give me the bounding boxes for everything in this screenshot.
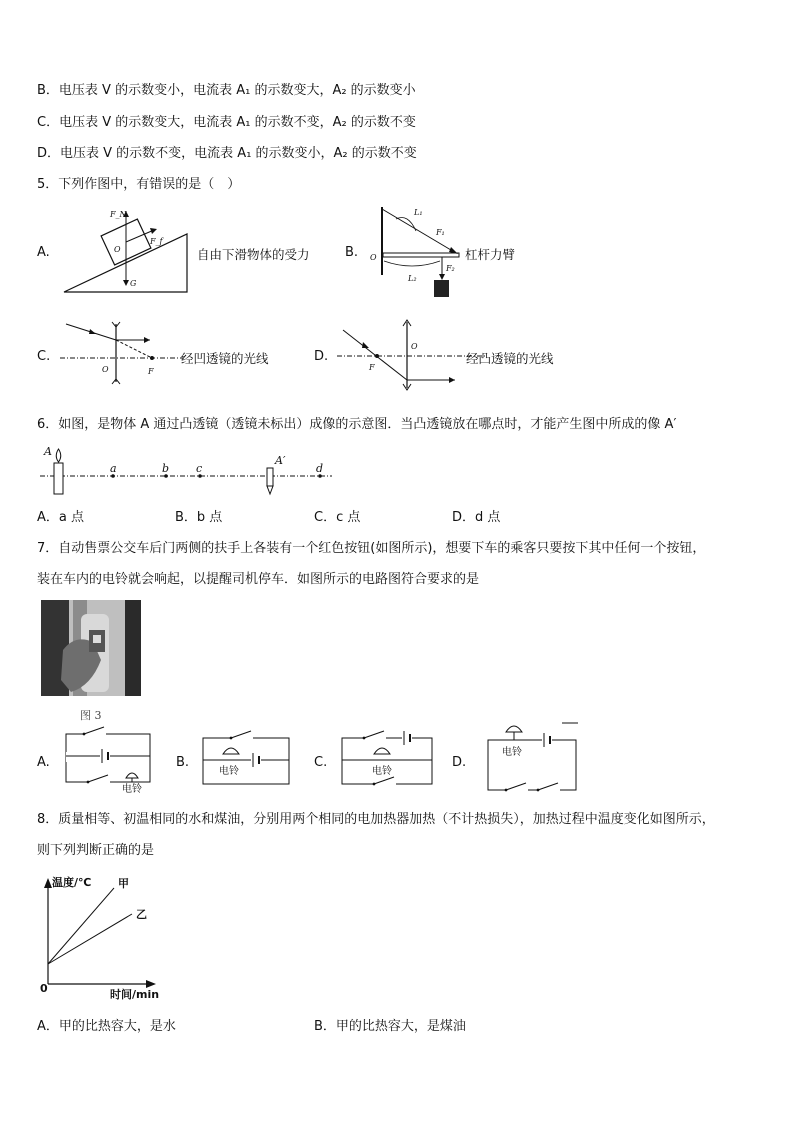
q5-caption-b: 杠杆力臂 [465,247,516,262]
label-fn: F_N [110,210,127,219]
q8-option-a: A．甲的比热容大，是水 [37,1019,176,1034]
q7-option-a-letter: A. [37,755,50,770]
label-o: O [102,365,109,374]
label-a-object: A [44,445,52,458]
q7-circuit-b [201,728,301,793]
label-image-a: A′ [275,454,286,467]
bell-label: 电铃 [219,766,239,777]
label-f: F [148,367,154,376]
origin-label: 0 [40,982,48,995]
x-axis-label: 时间/min [110,988,160,1001]
y-axis-label: 温度/℃ [52,876,92,889]
q4-option-b: B．电压表 V 的示数变小，电流表 A₁ 的示数变大，A₂ 的示数变小 [37,83,416,98]
q7-circuit-a [66,730,156,795]
label-l1: L₁ [414,208,423,217]
q7-option-d-letter: D. [452,755,467,770]
q7-option-c-letter: C. [314,755,328,770]
q5-stem: 5．下列作图中，有错误的是（ ） [37,177,241,192]
label-f1: F₁ [436,228,445,237]
q6-option-b: B．b 点 [175,510,223,525]
q7-stem-line1: 7．自动售票公交车后门两侧的扶手上各装有一个红色按钮(如图所示)，想要下车的乘客只要按下其中任何一个按钮， [37,541,706,556]
bell-label: 电铃 [122,784,142,795]
q7-photo-caption: 图 3 [80,709,102,722]
q5-figure-d-convex-lens [337,318,487,388]
q6-stem: 6．如图，是物体 A 通过凸透镜（透镜未标出）成像的示意图．当凸透镜放在哪点时，才能产生图中所成的像 A′ [37,417,677,432]
q6-option-c: C．c 点 [314,510,361,525]
label-g: G [130,279,137,288]
q5-figure-a-incline [62,208,192,298]
bell-label: 电铃 [372,766,392,777]
q5-caption-c: 经凹透镜的光线 [181,351,269,366]
q4-option-d: D．电压表 V 的示数不变，电流表 A₁ 的示数变小，A₂ 的示数不变 [37,146,417,161]
q7-option-b-letter: B. [176,755,190,770]
label-o: O [370,253,377,262]
label-point-c: c [196,462,203,475]
q5-option-b-letter: B. [345,245,359,260]
label-f: F [369,363,375,372]
q6-figure [40,447,340,497]
label-point-a: a [110,462,117,475]
q5-option-d-letter: D. [314,349,329,364]
bell-label: 电铃 [502,747,522,758]
q7-circuit-c [340,728,440,793]
label-f2: F₂ [446,264,455,273]
q7-stem-line2: 装在车内的电铃就会响起，以提醒司机停车．如图所示的电路图符合要求的是 [37,572,480,587]
q4-option-c: C．电压表 V 的示数变大，电流表 A₁ 的示数不变，A₂ 的示数不变 [37,115,416,130]
label-o: O [411,342,418,351]
label-l2: L₂ [408,274,417,283]
label-point-d: d [316,462,324,475]
q7-circuit-d [486,722,586,794]
line-yi-label: 乙 [136,908,147,921]
q5-option-a-letter: A. [37,245,50,260]
q5-caption-d: 经凸透镜的光线 [466,351,554,366]
label-ff: F_f [150,237,163,246]
q6-option-a: A．a 点 [37,510,84,525]
q8-option-b: B．甲的比热容大，是煤油 [314,1019,466,1034]
line-jia-label: 甲 [118,877,129,890]
q8-stem-line2: 则下列判断正确的是 [37,843,155,858]
label-o: O [114,245,121,254]
q5-figure-b-lever [368,205,468,300]
q5-figure-c-concave-lens [60,320,185,385]
q8-stem-line1: 8．质量相等、初温相同的水和煤油，分别用两个相同的电加热器加热（不计热损失），加热过程中温度变化如图所示， [37,812,715,827]
q5-option-c-letter: C. [37,349,51,364]
q8-temperature-chart [38,876,198,1001]
q7-photo-bus-button [41,600,141,696]
q5-caption-a: 自由下滑物体的受力 [197,247,310,262]
q6-option-d: D．d 点 [452,510,501,525]
label-point-b: b [162,462,170,475]
